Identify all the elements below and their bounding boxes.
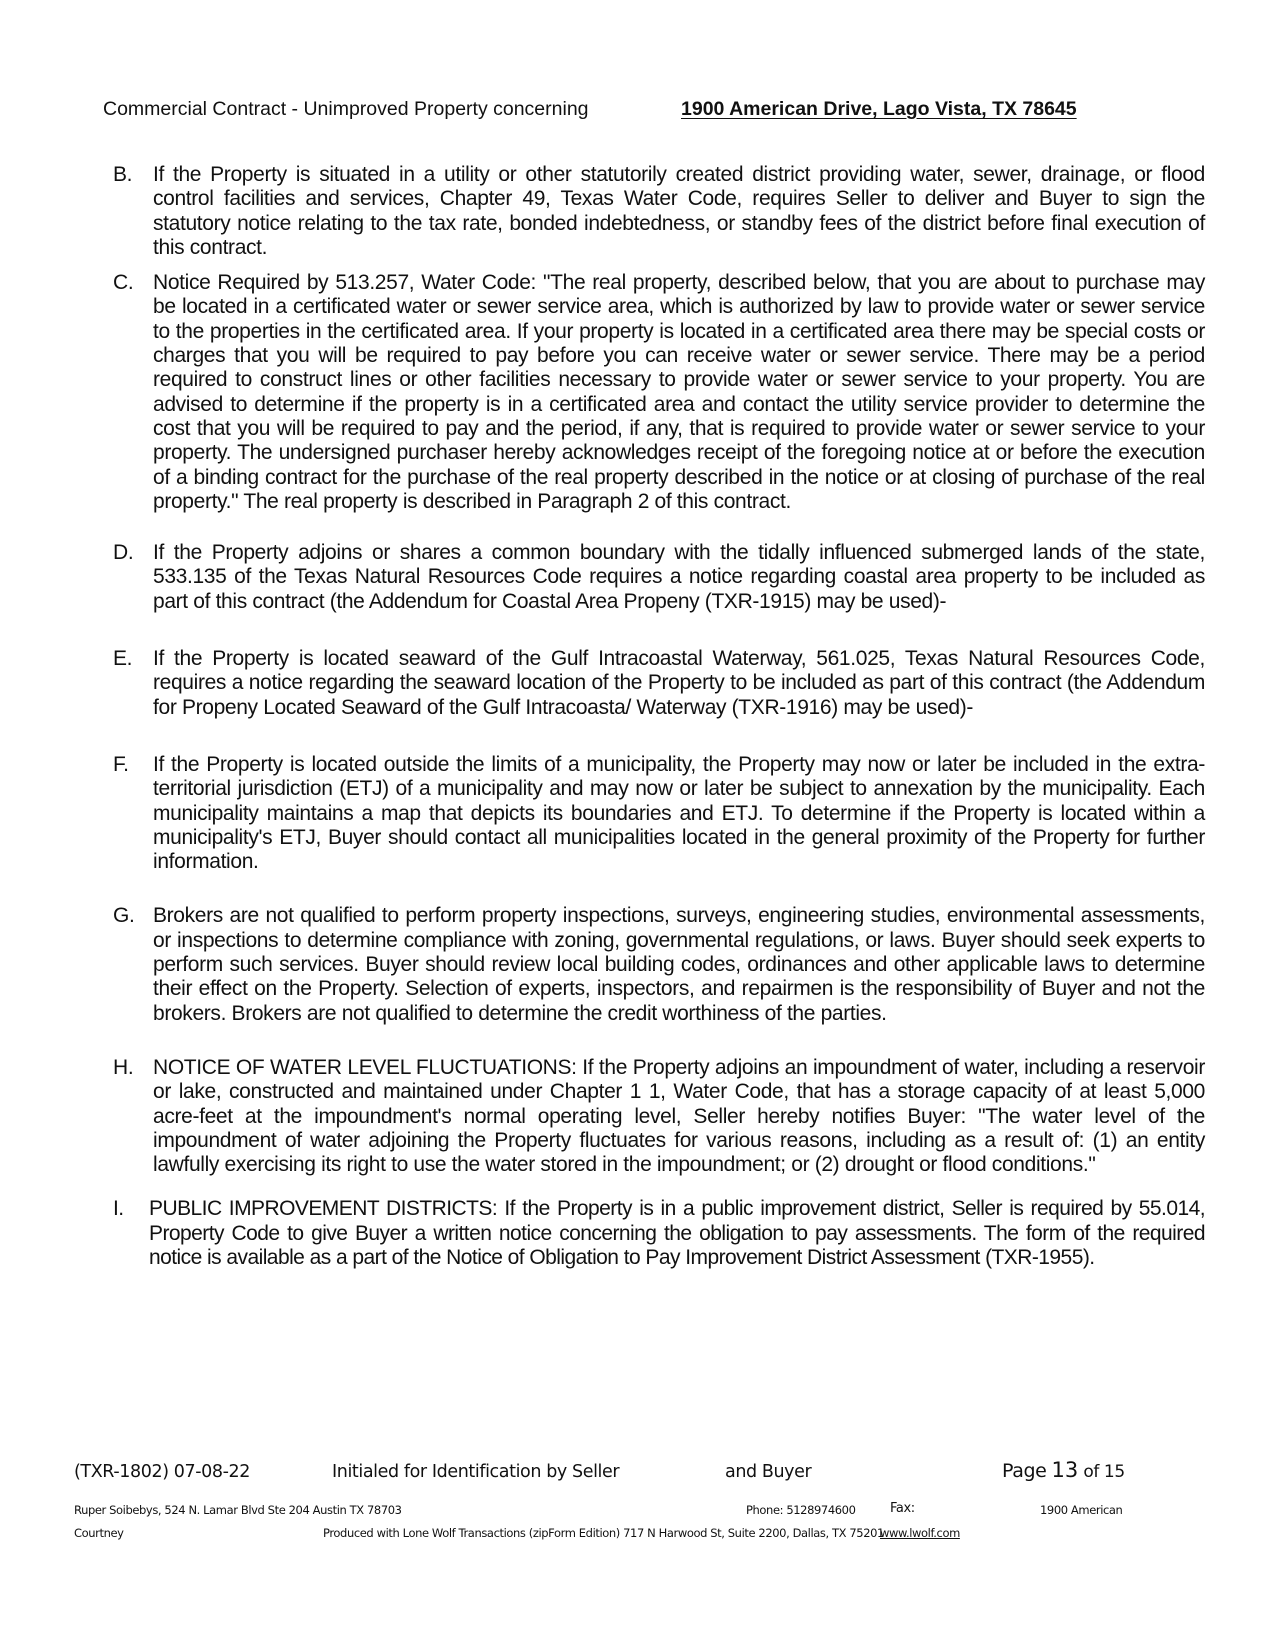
clause-c <box>113 271 1205 514</box>
property-address: 1900 American Drive, Lago Vista, TX 78645 <box>681 98 1077 120</box>
clause-text: If the Property is located seaward of the Gulf Intracoastal Waterway, 561.025, Texas Natural Resources Code, requires a notice regarding the seaward location of the Property to be included as part of this contract (the Addendum for Propeny Located Seaward of the Gulf Intracoasta/ Waterway (TXR-1916) may be used)- <box>153 647 1205 719</box>
clause-b <box>113 163 1205 260</box>
clause-g <box>113 904 1205 1025</box>
clause-marker: C. <box>113 271 134 295</box>
clause-marker: G. <box>113 904 135 928</box>
clause-text: Brokers are not qualified to perform property inspections, surveys, engineering studies, environmental assessments, or inspections to determine compliance with zoning, governmental regulations, or laws. Buyer should seek experts to perform such services. Buyer should review local building codes, ordinances and other applicable laws to determine their effect on the Property. Selection of experts, inspectors, and repairmen is the responsibility of Buyer and not the brokers. Brokers are not qualified to determine the credit worthiness of the parties. <box>153 904 1205 1025</box>
clause-marker: H. <box>113 1055 134 1079</box>
clause-marker: D. <box>113 541 134 565</box>
produced-with-notice: Produced with Lone Wolf Transactions (zipForm Edition) 717 N Harwood St, Suite 2200, Dallas, TX 75201 <box>323 1526 884 1540</box>
clause-d <box>113 541 1205 614</box>
clause-text: Notice Required by 513.257, Water Code: "The real property, described below, that you are about to purchase may be located in a certificated water or sewer service area, which is authorized by law to provide water or sewer service to the properties in the certificated area. If your property is located in a certificated area there may be special costs or charges that you will be required to pay before you can receive water or sewer service. There may be a period required to construct lines or other facilities necessary to provide water or sewer service to your property. You are advised to determine if the property is in a certificated area and contact the utility service provider to determine the cost that you will be required to pay and the period, if any, that is required to provide water or sewer service to your property. The undersigned purchaser hereby acknowledges receipt of the foregoing notice at or before the execution of a binding contract for the purchase of the real property described in the notice or at closing of purchase of the real property." The real property is described in Paragraph 2 of this contract. <box>153 271 1205 513</box>
clause-text: If the Property is situated in a utility or other statutorily created district providing water, sewer, drainage, or flood control facilities and services, Chapter 49, Texas Water Code, requires Seller to deliver and Buyer to sign the statutory notice relating to the tax rate, bonded indebtedness, or standby fees of the district before final execution of this contract. <box>153 163 1205 259</box>
clause-h <box>113 1056 1205 1177</box>
lwolf-website-link[interactable]: www.lwolf.com <box>880 1526 960 1540</box>
page-label: Page <box>1002 1460 1047 1482</box>
form-id: (TXR-1802) 07-08-22 <box>74 1462 251 1482</box>
clause-marker: B. <box>113 163 133 186</box>
broker-phone: Phone: 5128974600 <box>746 1503 856 1517</box>
document-body <box>113 163 1205 1270</box>
page-indicator <box>1002 1458 1125 1482</box>
initialed-by-buyer-label: and Buyer <box>725 1462 812 1482</box>
property-short-name: 1900 American <box>1040 1503 1123 1517</box>
clause-f <box>113 753 1205 874</box>
clause-text: PUBLIC IMPROVEMENT DISTRICTS: If the Property is in a public improvement district, Seller is required by 55.014, Property Code to give Buyer a written notice concerning the obligation to pay assessments. The form of the required notice is available as a part of the Notice of Obligation to Pay Improvement District Assessment (TXR-1955). <box>149 1197 1205 1269</box>
clause-marker: I. <box>113 1197 124 1221</box>
clause-text: If the Property adjoins or shares a common boundary with the tidally influenced submerged lands of the state, 533.135 of the Texas Natural Resources Code requires a notice regarding coastal area property to be included as part of this contract (the Addendum for Coastal Area Propeny (TXR-1915) may be used)- <box>153 541 1205 613</box>
contract-title: Commercial Contract - Unimproved Property concerning <box>103 98 589 120</box>
agent-name: Courtney <box>74 1526 124 1540</box>
clause-e <box>113 647 1205 720</box>
clause-text: NOTICE OF WATER LEVEL FLUCTUATIONS: If the Property adjoins an impoundment of water, including a reservoir or lake, constructed and maintained under Chapter 1 1, Water Code, that has a storage capacity of at least 5,000 acre-feet at the impoundment's normal operating level, Seller hereby notifies Buyer: "The water level of the impoundment of water adjoining the Property fluctuates for various reasons, including as a result of: (1) an entity lawfully exercising its right to use the water stored in the impoundment; or (2) drought or flood conditions." <box>153 1055 1205 1177</box>
broker-fax: Fax: <box>890 1501 915 1516</box>
page-total: of 15 <box>1083 1462 1125 1482</box>
initialed-by-seller-label: Initialed for Identification by Seller <box>332 1462 620 1482</box>
page-number: 13 <box>1051 1458 1079 1482</box>
clause-i <box>113 1197 1205 1270</box>
broker-address: Ruper Soibebys, 524 N. Lamar Blvd Ste 204 Austin TX 78703 <box>74 1503 402 1517</box>
clause-text: If the Property is located outside the limits of a municipality, the Property may now or later be included in the extra-territorial jurisdiction (ETJ) of a municipality and may now or later be subject to annexation by the municipality. Each municipality maintains a map that depicts its boundaries and ETJ. To determine if the Property is located within a municipality's ETJ, Buyer should contact all municipalities located in the general proximity of the Property for further information. <box>153 752 1205 874</box>
clause-marker: E. <box>113 647 133 671</box>
clause-marker: F. <box>113 752 129 776</box>
